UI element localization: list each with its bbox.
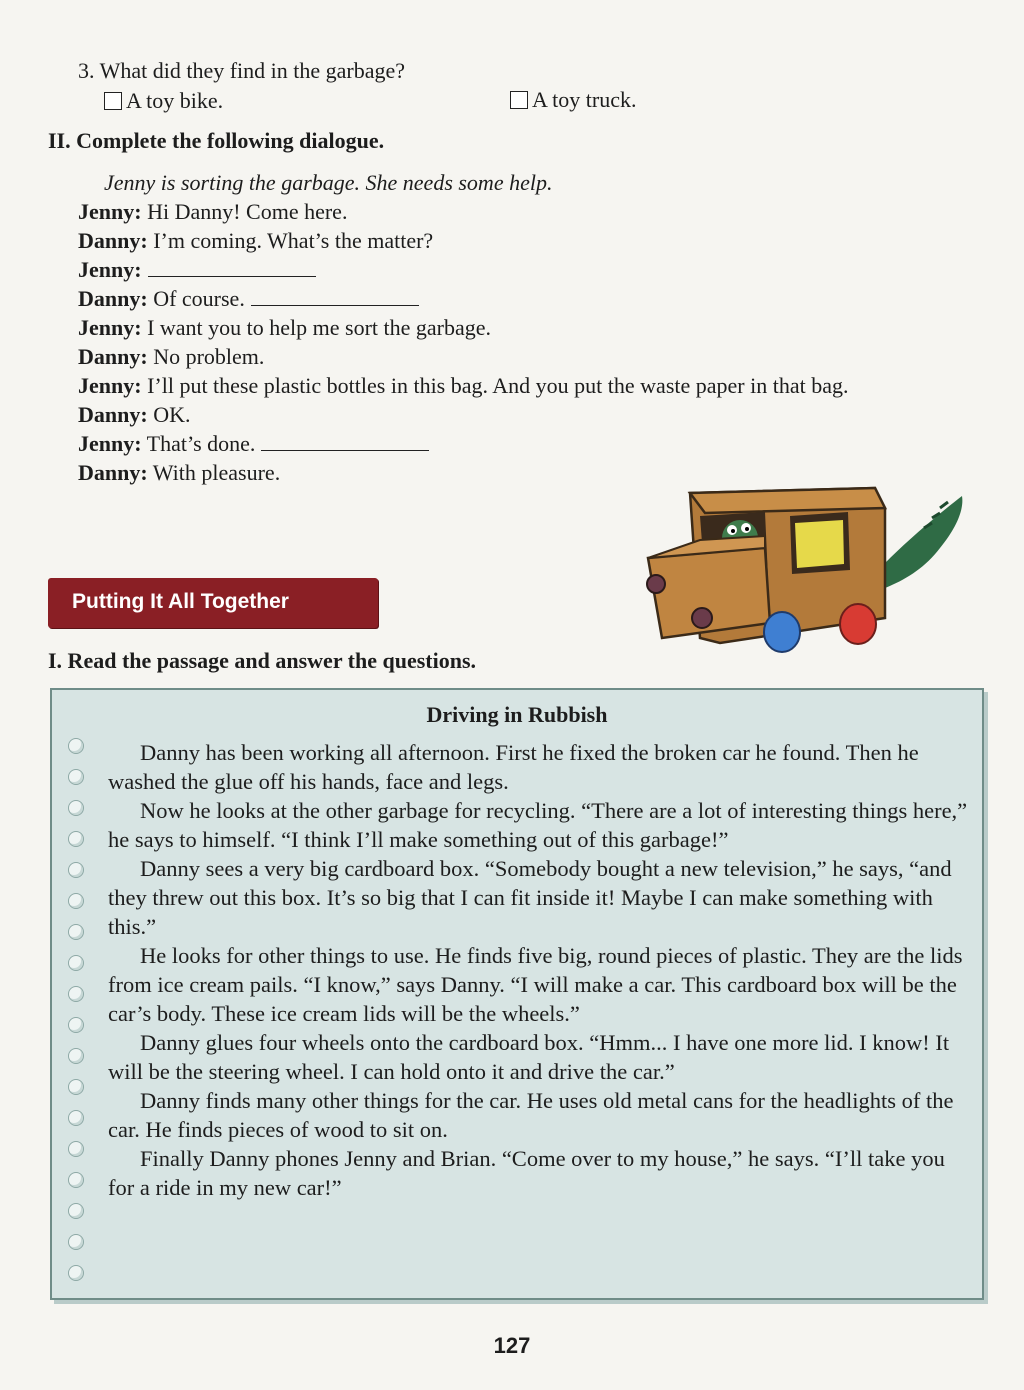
option-b[interactable]: [510, 87, 637, 113]
speaker: Danny:: [78, 460, 148, 485]
reading-passage: [50, 688, 984, 1300]
ring-icon: [68, 924, 84, 940]
dialogue: [78, 168, 968, 487]
ring-icon: [68, 1203, 84, 1219]
section-ii-heading: II. Complete the following dialogue.: [48, 128, 385, 153]
passage-paragraph: Finally Danny phones Jenny and Brian. “Come over to my house,” he says. “I’ll take you for a ride in my new car!”: [108, 1146, 945, 1200]
option-a-label: A toy bike.: [126, 88, 224, 113]
cardboard-car-illustration: [640, 478, 970, 658]
checkbox-icon[interactable]: [510, 91, 528, 109]
binder-rings: [66, 738, 90, 1296]
dialogue-line: [78, 429, 968, 458]
ring-icon: [68, 955, 84, 971]
speaker: Danny:: [78, 228, 148, 253]
line-text: I’ll put these plastic bottles in this bag. And you put the waste paper in that bag.: [147, 373, 849, 398]
speaker: Danny:: [78, 344, 148, 369]
dialogue-line: [78, 313, 968, 342]
question-3: 3. What did they find in the garbage?: [78, 58, 406, 83]
dialogue-line: [78, 371, 968, 400]
passage-paragraph: Danny finds many other things for the car. He uses old metal cans for the headlights of the car. He finds pieces of wood to sit on.: [108, 1088, 954, 1142]
ring-icon: [68, 1017, 84, 1033]
ring-icon: [68, 1110, 84, 1126]
ring-icon: [68, 1141, 84, 1157]
line-text: Of course.: [153, 286, 245, 311]
dialogue-intro: Jenny is sorting the garbage. She needs some help.: [104, 170, 553, 195]
passage-paragraph: Danny glues four wheels onto the cardboard box. “Hmm... I have one more lid. I know! It will be the steering wheel. I can hold onto it and drive the car.”: [108, 1030, 950, 1084]
passage-paragraph: Danny sees a very big cardboard box. “Somebody bought a new television,” he says, “and they threw out this box. It’s so big that I can fit inside it! Maybe I can make something with this.”: [108, 856, 952, 939]
section-i-heading: I. Read the passage and answer the questions.: [48, 648, 477, 673]
ring-icon: [68, 1048, 84, 1064]
ring-icon: [68, 1172, 84, 1188]
dinosaur-tail: [885, 496, 962, 588]
car-window: [795, 520, 844, 568]
passage-paragraph: Now he looks at the other garbage for recycling. “There are a lot of interesting things here,” he says to himself. “I think I’ll make something out of this garbage!”: [108, 798, 968, 852]
answer-blank[interactable]: [148, 256, 316, 277]
passage-paragraph: Danny has been working all afternoon. First he fixed the broken car he found. Then he washed the glue off his hands, face and legs.: [108, 740, 919, 794]
ring-icon: [68, 800, 84, 816]
line-text: With pleasure.: [152, 460, 281, 485]
dialogue-line: [78, 342, 968, 371]
ring-icon: [68, 893, 84, 909]
speaker: Jenny:: [78, 373, 142, 398]
ring-icon: [68, 1265, 84, 1281]
line-text: No problem.: [153, 344, 265, 369]
ring-icon: [68, 862, 84, 878]
ring-icon: [68, 831, 84, 847]
passage-title: Driving in Rubbish: [426, 702, 608, 727]
speaker: Danny:: [78, 286, 148, 311]
option-a[interactable]: [104, 88, 223, 114]
page-number: 127: [493, 1333, 531, 1358]
speaker: Jenny:: [78, 257, 142, 282]
option-b-label: A toy truck.: [532, 87, 637, 112]
speaker: Jenny:: [78, 431, 142, 456]
ring-icon: [68, 986, 84, 1002]
line-text: That’s done.: [146, 431, 256, 456]
speaker: Danny:: [78, 402, 148, 427]
speaker: Jenny:: [78, 199, 142, 224]
section-banner: Putting It All Together: [48, 578, 378, 628]
ring-icon: [68, 1234, 84, 1250]
answer-blank[interactable]: [251, 285, 419, 306]
red-wheel: [840, 604, 876, 644]
dialogue-line: [78, 197, 968, 226]
speaker: Jenny:: [78, 315, 142, 340]
headlight: [692, 608, 712, 628]
ring-icon: [68, 738, 84, 754]
dialogue-line: [78, 226, 968, 255]
dialogue-line: [78, 400, 968, 429]
passage-paragraph: He looks for other things to use. He finds five big, round pieces of plastic. They are the lids from ice cream pails. “I know,” says Danny. “I will make a car. This cardboard box will be the car’s body. These ice cream lids will be the wheels.”: [108, 943, 963, 1026]
dialogue-line: [78, 284, 968, 313]
headlight: [647, 575, 665, 593]
line-text: I want you to help me sort the garbage.: [147, 315, 492, 340]
ring-icon: [68, 769, 84, 785]
checkbox-icon[interactable]: [104, 92, 122, 110]
line-text: OK.: [153, 402, 191, 427]
answer-blank[interactable]: [261, 430, 429, 451]
dialogue-line: [78, 255, 968, 284]
blue-wheel: [764, 612, 800, 652]
line-text: I’m coming. What’s the matter?: [153, 228, 434, 253]
ring-icon: [68, 1079, 84, 1095]
passage-body: [108, 738, 968, 1202]
line-text: Hi Danny! Come here.: [147, 199, 348, 224]
